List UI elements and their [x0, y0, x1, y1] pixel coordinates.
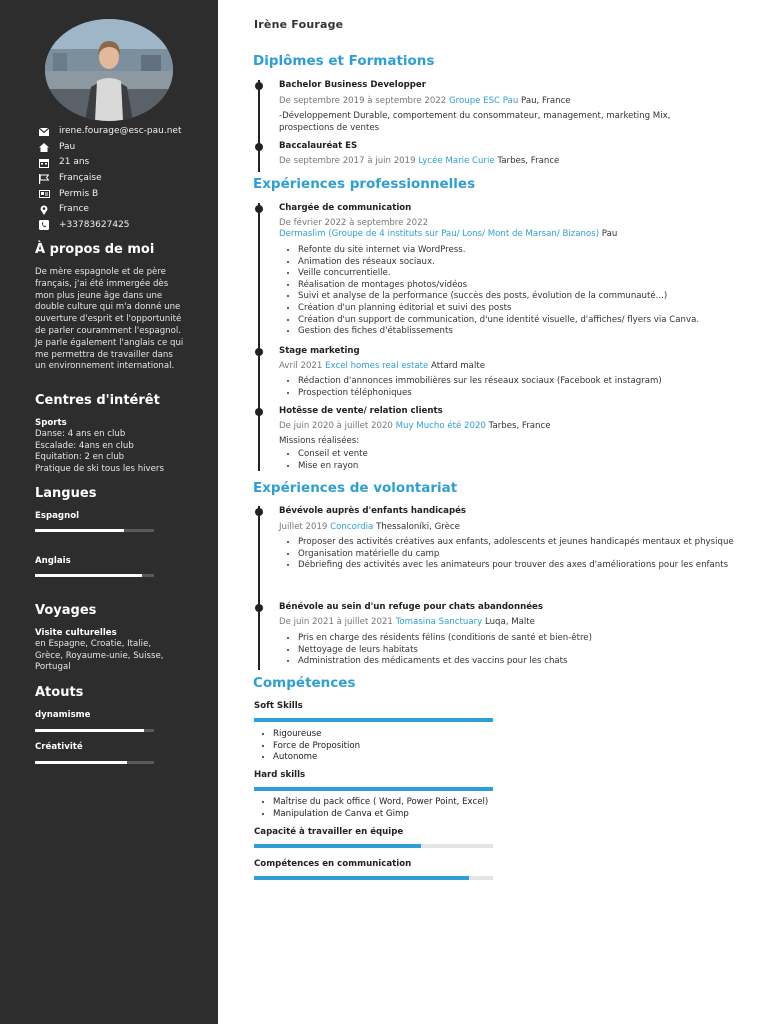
- timeline-dot: [255, 408, 263, 416]
- entry-org[interactable]: Muy Mucho été 2020: [395, 421, 486, 431]
- entry-title: Hotêsse de vente/ relation clients: [279, 406, 443, 416]
- entry-location: Pau, France: [521, 96, 571, 106]
- entry-date: Juillet 2019: [279, 522, 328, 532]
- entry-org[interactable]: Excel homes real estate: [325, 361, 429, 371]
- timeline-dot: [255, 82, 263, 90]
- language-level-fill: [35, 529, 124, 532]
- about-heading: À propos de moi: [35, 242, 155, 257]
- contact-city: [38, 140, 214, 156]
- entry-meta: [279, 522, 460, 532]
- skill-level-bar: [254, 876, 493, 880]
- language-name-text: Anglais: [35, 556, 71, 566]
- travel-label: Visite culturelles: [35, 628, 117, 638]
- avatar: [45, 19, 173, 121]
- skill-level-fill: [254, 787, 493, 791]
- contact-license-text: Permis B: [59, 188, 99, 199]
- bullet-item: • Réalisation de montages photos/vidéos: [298, 280, 738, 292]
- language-level-bar: [35, 574, 154, 577]
- skill-group-name: Soft Skills: [254, 701, 303, 711]
- assets-heading: Atouts: [35, 685, 84, 700]
- entry-meta: [279, 617, 535, 627]
- asset-level-fill: [35, 729, 144, 732]
- bullet-item: • Proposer des activités créatives aux enfants, adolescents et jeunes handicapés mentaux et physique: [298, 537, 738, 549]
- location-pin-icon: [38, 205, 50, 215]
- home-icon: [38, 142, 50, 152]
- candidate-name: Irène Fourage: [254, 18, 344, 31]
- bullet-item: • Création d'un support de communication, d'une identité visuelle, d'affiches/ flyers via Canva.: [298, 315, 738, 327]
- phone-icon: [38, 220, 50, 230]
- entry-intro: Missions réalisées:: [279, 436, 360, 446]
- bullet-item: • Rédaction d'annonces immobilières sur les réseaux sociaux (Facebook et instagram): [298, 376, 738, 388]
- contact-nationality-text: Française: [59, 173, 102, 184]
- contact-email[interactable]: [38, 124, 214, 140]
- skill-level-fill: [254, 844, 421, 848]
- contact-age: [38, 155, 214, 171]
- volunteer-heading: Expériences de volontariat: [253, 480, 458, 496]
- entry-location: Attard malte: [431, 361, 485, 371]
- interests-block: [35, 418, 185, 475]
- travel-heading: Voyages: [35, 603, 97, 618]
- entry-org[interactable]: Groupe ESC Pau: [448, 96, 519, 106]
- bullet-item: • Suivi et analyse de la performance (succès des posts, évolution de la communauté...): [298, 291, 738, 303]
- timeline-dot: [255, 508, 263, 516]
- entry-meta: [279, 361, 485, 371]
- bullet-item: • Débriefing des activités avec les animateurs pour trouver des axes d'améliorations pour les enfants: [298, 560, 738, 572]
- entry-title: Baccalauréat ES: [279, 141, 358, 151]
- skill-items: [254, 729, 573, 764]
- entry-bullets: [279, 449, 738, 472]
- bullet-item: • Création d'un planning éditorial et suivi des posts: [298, 303, 738, 315]
- interest-line: Escalade: 4ans en club: [35, 440, 134, 451]
- contact-city-text: Pau: [59, 141, 76, 152]
- flag-icon: [38, 174, 50, 184]
- entry-date: De juin 2021 à juillet 2021: [279, 617, 393, 627]
- language-level-fill: [35, 574, 142, 577]
- entry-location: Pau: [601, 229, 618, 239]
- language-name: [35, 511, 185, 522]
- contact-country-text: France: [59, 204, 89, 215]
- entry-date: De juin 2020 à juillet 2020: [279, 421, 393, 431]
- languages-heading: Langues: [35, 486, 97, 501]
- entry-bullets: [279, 376, 738, 399]
- skill-level-fill: [254, 876, 469, 880]
- skill-items: [254, 797, 573, 820]
- asset-name-text: Créativité: [35, 742, 83, 752]
- contact-phone[interactable]: [38, 218, 214, 234]
- bullet-item: • Organisation matérielle du camp: [298, 549, 738, 561]
- entry-description: -Développement Durable, comportement du consommateur, management, marketing Mix, prospections de ventes: [279, 111, 671, 133]
- entry-title: Chargée de communication: [279, 203, 412, 213]
- contact-phone-text: +33783627425: [59, 219, 130, 230]
- contact-age-text: 21 ans: [59, 157, 90, 168]
- travel-line: en Espagne, Croatie, Italie,: [35, 639, 152, 649]
- entry-location: Tarbes, France: [497, 156, 560, 166]
- travel-block: [35, 628, 185, 674]
- entry-org[interactable]: Tomasina Sanctuary: [395, 617, 483, 627]
- asset-level-fill: [35, 761, 127, 764]
- id-card-icon: [38, 189, 50, 199]
- entry-org[interactable]: Dermaslim (Groupe de 4 instituts sur Pau/ Lons/ Mont de Marsan/ Bizanos): [279, 229, 600, 239]
- asset-name: [35, 710, 185, 721]
- experience-heading: Expériences professionnelles: [253, 176, 476, 192]
- asset-level-bar: [35, 729, 154, 732]
- about-text: De mère espagnole et de père français, j'ai été immergée dès mon plus jeune âge dans une double culture qui m'a donné une ouverture d'esprit et l'opportunité de parler couramment l'espagnol. Je parle également l'anglais ce qui me permettra de travailler dans un environnement international.: [35, 267, 184, 372]
- interests-label: Sports: [35, 418, 67, 428]
- entry-date: De septembre 2017 à juin 2019: [279, 156, 416, 166]
- skills-heading: Compétences: [253, 675, 356, 691]
- timeline-dot: [255, 604, 263, 612]
- contact-list: [38, 124, 214, 233]
- bullet-item: • Gestion des fiches d'établissements: [298, 326, 738, 338]
- volunteer-timeline: [258, 506, 260, 670]
- timeline-dot: [255, 205, 263, 213]
- skill-group-name: Capacité à travailler en équipe: [254, 827, 404, 837]
- skill-item: • Maîtrise du pack office ( Word, Power Point, Excel): [273, 797, 573, 809]
- skill-item: • Autonome: [273, 752, 573, 764]
- entry-location: Luqa, Malte: [484, 617, 535, 627]
- main-content: [218, 0, 768, 1024]
- contact-nationality: [38, 171, 214, 187]
- entry-location: Thessaloníki, Grèce: [376, 522, 460, 532]
- timeline-dot: [255, 348, 263, 356]
- entry-meta: [279, 96, 571, 106]
- entry-meta: [279, 229, 617, 239]
- skill-level-bar: [254, 787, 493, 791]
- bullet-item: • Animation des réseaux sociaux.: [298, 257, 738, 269]
- skill-group-name: Compétences en communication: [254, 859, 412, 869]
- contact-email-text: irene.fourage@esc-pau.net: [59, 126, 182, 137]
- contact-license: [38, 186, 214, 202]
- entry-meta: [279, 156, 559, 166]
- language-name: [35, 556, 185, 567]
- skill-level-fill: [254, 718, 493, 722]
- interests-heading: Centres d'intérêt: [35, 393, 160, 408]
- entry-bullets: [279, 633, 738, 668]
- interest-line: Equitation: 2 en club: [35, 452, 125, 463]
- language-name-text: Espagnol: [35, 511, 80, 521]
- entry-date: De septembre 2019 à septembre 2022: [279, 96, 447, 106]
- asset-name: [35, 742, 185, 753]
- entry-meta: [279, 421, 551, 431]
- interest-line: Pratique de ski tous les hivers: [35, 463, 164, 474]
- interest-line: Danse: 4 ans en club: [35, 429, 126, 439]
- bullet-item: • Refonte du site internet via WordPress.: [298, 245, 738, 257]
- entry-date: De février 2022 à septembre 2022: [279, 218, 429, 228]
- entry-location: Tarbes, France: [488, 421, 551, 431]
- entry-bullets: [279, 537, 738, 572]
- entry-bullets: [279, 245, 738, 338]
- skill-group-name: Hard skills: [254, 770, 306, 780]
- education-heading: Diplômes et Formations: [253, 53, 435, 69]
- education-timeline: [258, 80, 260, 172]
- bullet-item: • Conseil et vente: [298, 449, 738, 461]
- skill-level-bar: [254, 844, 493, 848]
- timeline-dot: [255, 143, 263, 151]
- skill-item: • Manipulation de Canva et Gimp: [273, 809, 573, 821]
- entry-title: Stage marketing: [279, 346, 360, 356]
- entry-title: Bévévole auprès d'enfants handicapés: [279, 506, 467, 516]
- entry-title: Bénévole au sein d'un refuge pour chats abandonnées: [279, 602, 543, 612]
- experience-timeline: [258, 203, 260, 471]
- language-level-bar: [35, 529, 154, 532]
- skill-item: • Force de Proposition: [273, 741, 573, 753]
- bullet-item: • Veille concurrentielle.: [298, 268, 738, 280]
- contact-country: [38, 202, 214, 218]
- asset-name-text: dynamisme: [35, 710, 91, 720]
- bullet-item: • Pris en charge des résidents félins (conditions de santé et bien-être): [298, 633, 738, 645]
- bullet-item: • Mise en rayon: [298, 461, 738, 473]
- skill-item: • Rigoureuse: [273, 729, 573, 741]
- entry-date: Avril 2021: [279, 361, 323, 371]
- asset-level-bar: [35, 761, 154, 764]
- bullet-item: • Prospection téléphoniques: [298, 388, 738, 400]
- entry-title: Bachelor Business Developper: [279, 80, 426, 90]
- envelope-icon: [38, 127, 50, 137]
- profile-photo: [45, 19, 173, 121]
- travel-line: Portugal: [35, 662, 71, 673]
- bullet-item: • Administration des médicaments et des vaccins pour les chats: [298, 656, 738, 668]
- travel-line: Grèce, Royaume-unie, Suisse,: [35, 650, 164, 661]
- skill-level-bar: [254, 718, 493, 722]
- bullet-item: • Nettoyage de leurs habitats: [298, 645, 738, 657]
- entry-org[interactable]: Lycée Marie Curie: [418, 156, 495, 166]
- sidebar: [0, 0, 218, 1024]
- calendar-icon: [38, 158, 50, 168]
- entry-org[interactable]: Concordia: [330, 522, 374, 532]
